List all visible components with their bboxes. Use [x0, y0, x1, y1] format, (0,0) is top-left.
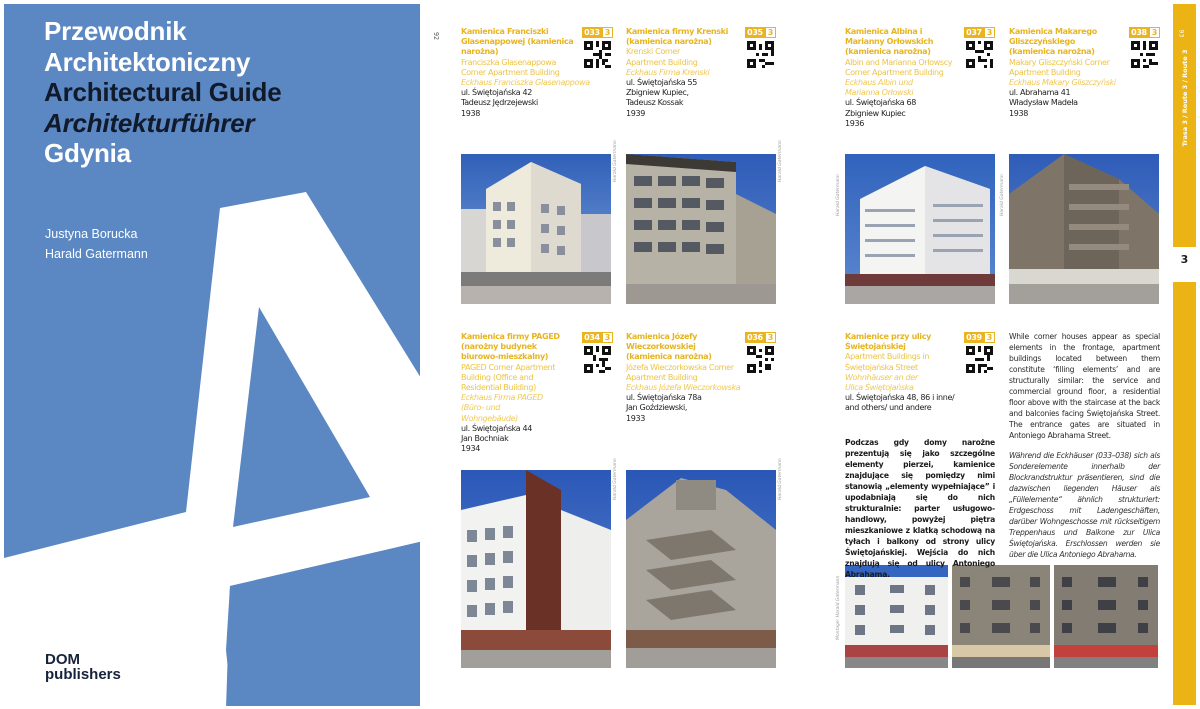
entry-code-badge: 039 3 — [964, 332, 995, 343]
entry-title-en: Franciszka Glasenappowa Corner Apartment Building — [461, 57, 560, 77]
building-image — [461, 154, 611, 304]
building-image — [845, 565, 948, 668]
entry-035 — [626, 27, 776, 137]
entry-address: ul. Świętojańska 78a — [626, 393, 702, 403]
entry-title-de: Eckhaus Firma Krenski — [626, 67, 710, 77]
entry-architect: Tadeusz Jędrzejewski — [461, 98, 538, 108]
route-tab-lower — [1173, 282, 1196, 705]
entry-title-pl: Kamienica firmy Krenski (kamienica narożna) — [626, 27, 729, 47]
entry-title-pl: Kamienice przy ulicy Świętojańskiej — [845, 332, 931, 352]
entry-title-pl: Kamienica Albina i Marianny Orłowskich (kamienica narożna) — [845, 27, 934, 57]
entry-code-badge: 034 3 — [582, 332, 613, 343]
title-polish-2: Architektoniczny — [44, 46, 251, 77]
building-image — [1054, 565, 1158, 668]
photo-credit: Harald Gatermann — [1000, 174, 1005, 216]
entry-address: ul. Świętojańska 55 — [626, 78, 698, 88]
photo-credit: Harald Gatermann — [836, 174, 841, 216]
entry-title-pl: Kamienica Makarego Gliszczyńskiego (kamienica narożna) — [1009, 27, 1097, 57]
entry-title-en: Makary Gliszczyński Corner Apartment Building — [1009, 57, 1110, 77]
photo-credit: Harald Gatermann — [778, 140, 783, 182]
entry-architect: Zbigniew Kupiec — [845, 108, 906, 118]
body-text-english: While corner houses appear as special elements in the frontage, apartment buildings located between them constitute ‘filling elements’ and are structurally similar: the service and commercial ground floor, a residential floor above with the staircase at the back and balconies facing Świętojańska Street. The entrance gates are situated in Antoniego Abrahama Street. — [1009, 332, 1160, 440]
entry-title-de: Eckhaus Makary Gliszczyński — [1009, 78, 1116, 88]
building-image — [952, 565, 1050, 668]
photo-039-c — [1054, 565, 1158, 668]
entry-034 — [461, 332, 613, 462]
entry-039 — [845, 332, 995, 432]
entry-code-badge: 037 3 — [964, 27, 995, 38]
entry-037 — [845, 27, 995, 147]
photo-credit: Harald Gatermann — [613, 458, 618, 500]
qr-code-icon[interactable] — [584, 41, 611, 68]
body-text-german: Während die Eckhäuser (033–038) sich als Sonderelemente innerhalb der Blockrandstruktur präsentieren, sind die dazwischen liegenden Häuser als „Füllelemente“ ähnlich strukturiert: Erdgeschoss mit Ladengeschäften, darüber Wohngeschosse mit rückseitigem Treppenhaus und Balkone zur Ulica Świętojańska. Erschlossen werden sie über die Ulica Antoniego Abrahama. — [1009, 451, 1160, 559]
entry-code-badge: 033 3 — [582, 27, 613, 38]
qr-code-icon[interactable] — [966, 346, 993, 373]
entry-title-pl: Kamienica Józefy Wieczorkowskiej (kamienica narożna) — [626, 332, 712, 362]
title-city: Gdynia — [44, 138, 131, 168]
cover-authors — [45, 224, 148, 264]
photo-037 — [845, 154, 995, 304]
entry-title-de: Eckhaus Józefa Wieczorkowska — [626, 383, 741, 393]
publisher-line: publishers — [45, 666, 121, 683]
publisher-line: DOM — [45, 651, 80, 668]
entry-code-badge: 036 3 — [745, 332, 776, 343]
qr-code-icon[interactable] — [966, 41, 993, 68]
photo-credit: Harald Gatermann — [778, 458, 783, 500]
qr-code-icon[interactable] — [747, 41, 774, 68]
entry-033 — [461, 27, 613, 137]
photo-033 — [461, 154, 611, 304]
building-image — [461, 470, 611, 668]
entry-title-de: Eckhaus Firma PAGED (Büro- und Wohngebäude) — [461, 393, 543, 423]
page-number-left: 92 — [432, 31, 441, 41]
route-number: 3 — [1180, 253, 1189, 266]
entry-title-de: Eckhaus Albin und Marianna Orłowski — [845, 78, 914, 98]
entry-year: 1939 — [626, 108, 645, 118]
entry-architect: Władysław Madeła — [1009, 98, 1078, 108]
qr-code-icon[interactable] — [1131, 41, 1158, 68]
entry-title-en: Apartment Buildings in Świętojańska Street — [845, 352, 930, 372]
entry-year: 1933 — [626, 413, 645, 423]
title-german: Architekturführer — [44, 107, 255, 138]
building-image — [845, 154, 995, 304]
entry-address: ul. Świętojańska 44 — [461, 423, 533, 433]
entry-architect: Zbigniew Kupiec, Tadeusz Kossak — [626, 88, 689, 108]
entry-code-badge: 035 3 — [745, 27, 776, 38]
route-tab-label: Trasa 3 / Route 3 / Route 3 — [1181, 49, 1189, 147]
entry-address: ul. Abrahama 41 — [1009, 88, 1071, 98]
entry-architect: Jan Bochniak — [461, 434, 509, 444]
qr-code-icon[interactable] — [584, 346, 611, 373]
entry-title-de: Wohnhäuser an der Ulica Świętojańska — [845, 372, 918, 393]
entry-address: ul. Świętojańska 48, 86 i inne/ and others/ und andere — [845, 393, 955, 413]
photo-039-b — [952, 565, 1050, 668]
building-image — [626, 470, 776, 668]
photo-035 — [626, 154, 776, 304]
entry-year: 1934 — [461, 444, 480, 454]
entry-year: 1938 — [461, 108, 480, 118]
entry-title-en: Albin and Marianna Orłowscy Corner Apartment Building — [845, 57, 953, 77]
building-image — [1009, 154, 1159, 304]
qr-code-icon[interactable] — [747, 346, 774, 373]
page-number-right: 93 — [1177, 29, 1185, 38]
entry-title-en: PAGED Corner Apartment Building (Office and Residential Building) — [461, 362, 556, 393]
entry-year: 1936 — [845, 118, 864, 128]
photo-034 — [461, 470, 611, 668]
body-text-polish: Podczas gdy domy narożne prezentują się jako szczególne elementy pierzei, kamienice znajdujące się pomiędzy nimi stanowią „elementy wypełniające” i upodabniają się do nich strukturalnie: parter usługowo-handlowy, powyżej piętra mieszkaniowe z klatką schodową na tyłach i balkony od strony ulicy Świętojańskiej. Wejścia do nich znajdują się od ulicy Antoniego Abrahama. — [845, 438, 995, 579]
author: Harald Gatermann — [45, 247, 148, 261]
author: Justyna Borucka — [45, 227, 138, 241]
entry-code-badge: 038 3 — [1129, 27, 1160, 38]
entry-title-pl: Kamienica Franciszki Glasenappowej (kamienica narożna) — [461, 27, 574, 57]
entry-title-en: Józefa Wieczorkowska Corner Apartment Building — [626, 362, 734, 382]
entry-address: ul. Świętojańska 42 — [461, 88, 533, 98]
photo-036 — [626, 470, 776, 668]
entry-address: ul. Świętojańska 68 — [845, 98, 917, 108]
cover-title — [44, 16, 281, 169]
entry-title-pl: Kamienica firmy PAGED (narożny budynek biurowo-mieszkalny) — [461, 332, 560, 362]
building-image — [626, 154, 776, 304]
entry-year: 1938 — [1009, 108, 1028, 118]
entry-title-en: Krenski Corner Apartment Building — [626, 47, 698, 67]
publisher-logo — [45, 652, 121, 682]
entry-038 — [1009, 27, 1160, 137]
entry-036 — [626, 332, 776, 442]
title-english: Architectural Guide — [44, 77, 282, 107]
photo-038 — [1009, 154, 1159, 304]
photo-039-a — [845, 565, 948, 668]
entry-title-de: Eckhaus Franciszka Glasenappowa — [461, 78, 590, 88]
title-polish-1: Przewodnik — [44, 16, 187, 46]
book-cover — [4, 4, 420, 706]
photo-credit: Montage: Harald Gatermann — [836, 575, 841, 640]
entry-architect: Jan Goździewski, — [626, 403, 688, 413]
photo-credit: Harald Gatermann — [613, 140, 618, 182]
